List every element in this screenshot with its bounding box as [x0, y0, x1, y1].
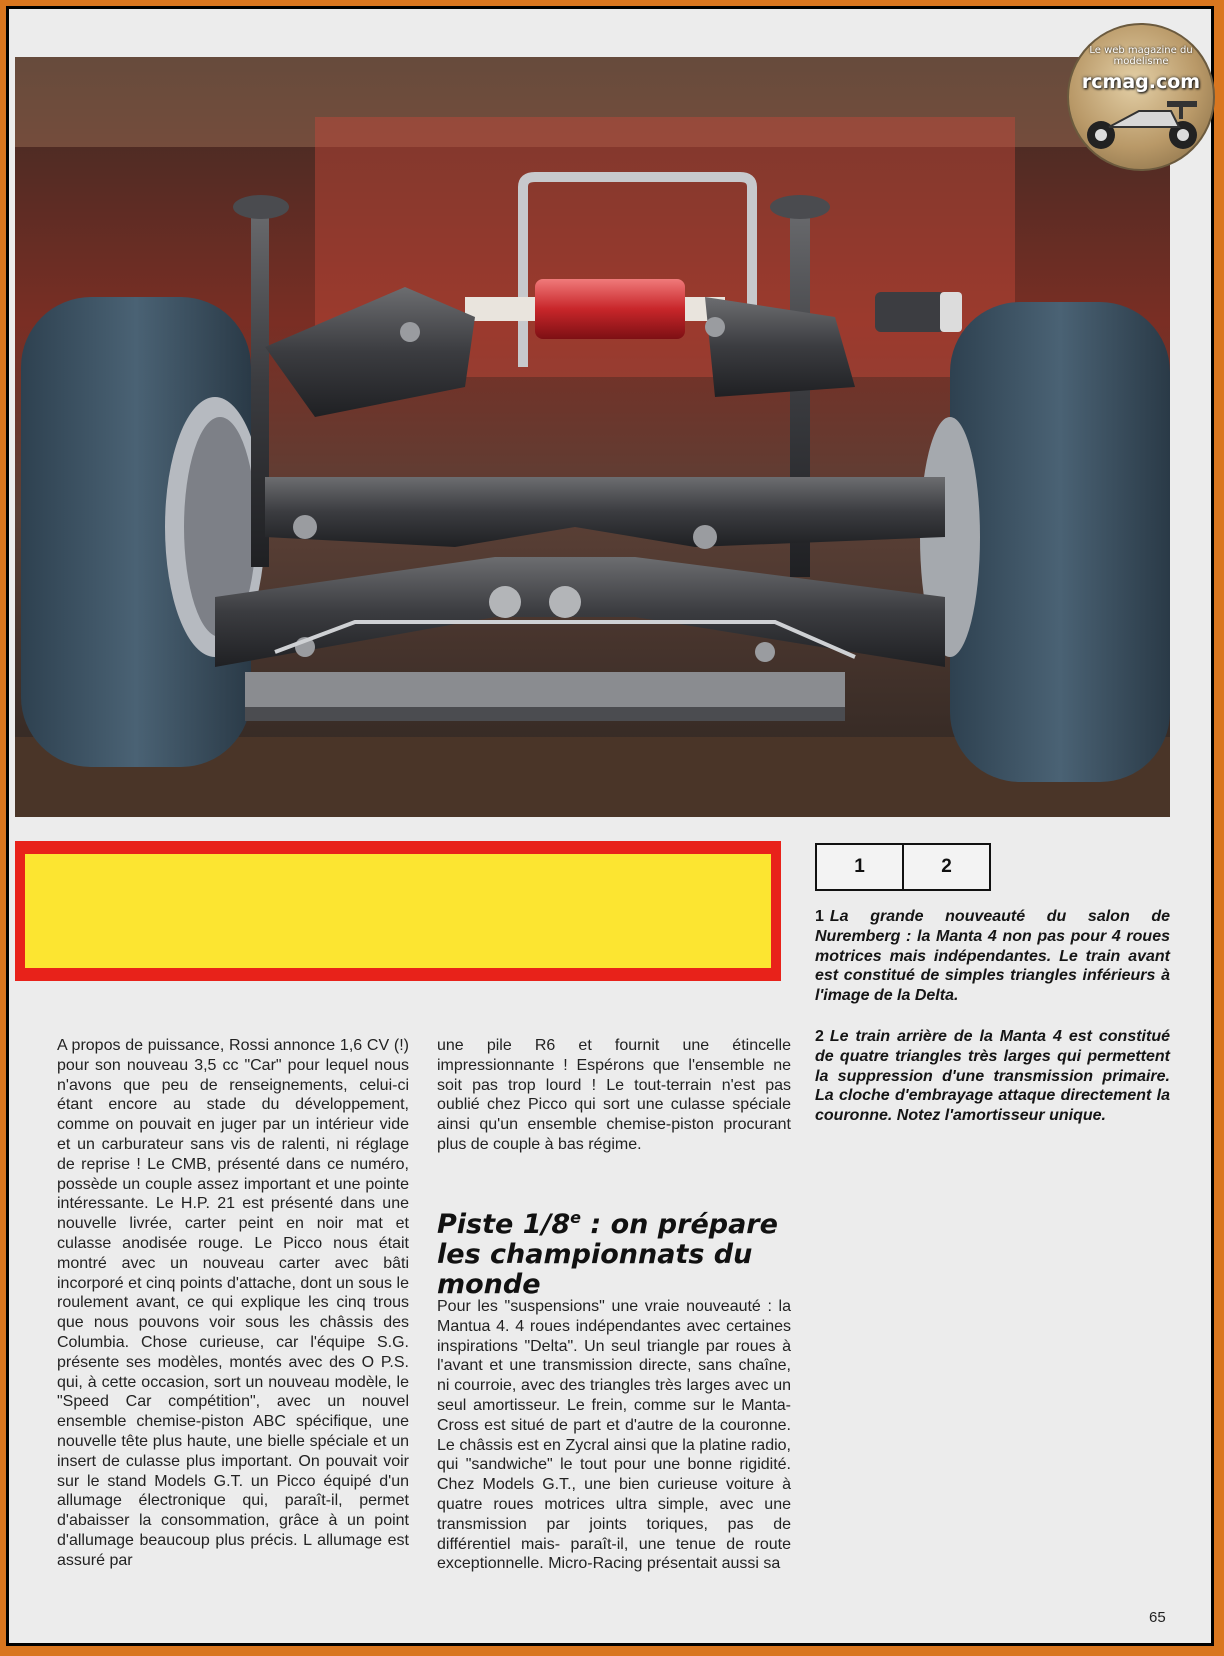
- heading-superscript: e: [570, 1208, 582, 1227]
- section-heading: [437, 1203, 797, 1300]
- buggy-icon: [1079, 97, 1205, 153]
- caption-1: [815, 907, 1170, 1006]
- photo-index-box: [815, 843, 991, 891]
- article-column-1: [57, 1036, 409, 1571]
- article-column-2-bottom: [437, 1297, 791, 1574]
- caption-1-text: La grande nouveauté du salon de Nuremberg : la Manta 4 non pas pour 4 roues motrices mais indépendantes. Le train avant est constitué de simples triangles inférieurs à l'image de la Delta.: [815, 908, 1170, 1005]
- color-banner: [15, 841, 781, 981]
- caption-1-number: 1: [815, 908, 824, 925]
- heading-rest: : on prépare les championnats du monde: [437, 1209, 778, 1300]
- article-column-2-top: [437, 1036, 791, 1155]
- banner-yellow-panel: [25, 854, 771, 968]
- logo-tagline: Le web magazine du modelisme: [1089, 45, 1193, 67]
- chassis-illustration: [15, 57, 1170, 817]
- column-2-top-text: une pile R6 et fournit une étincelle impressionnante ! Espérons que l'ensemble ne soit pas trop lourd ! Le tout-terrain n'est pas oublié chez Picco qui sort une culasse spéciale ainsi qu'un ensemble chemise-piston procurant plus de couple à bas régime.: [437, 1037, 791, 1153]
- rcmag-logo: [1067, 23, 1215, 171]
- heading-prefix: Piste 1/8: [437, 1209, 571, 1240]
- logo-name: rcmag.com: [1081, 71, 1201, 93]
- column-1-text: A propos de puissance, Rossi annonce 1,6 CV (!) pour son nouveau 3,5 cc "Car" pour lequel nous n'avons que peu de renseignements, celui-ci étant encore au stade du développement, comme on pouvait en juger par un intérieur vide et un carburateur sans vis de ralenti, ni réglage de reprise ! Le CMB, présenté dans ce numéro, possède un couple assez important et une pointe intéressante. Le H.P. 21 est présenté dans une nouvelle livrée, carter peint en noir mat et culasse anodisée rouge. Le Picco nous était montré avec un nouveau carter avec bâti incorporé et cinq points d'attache, dont un sous le roulement avant, ce qui explique les cinq trous que nous pouvons voir sous les châssis des Columbia. Chose curieuse, car l'équipe S.G. présente ses modèles, montés avec des O P.S. qui, à cette occasion, sort un nouveau modèle, le "Speed Car compétition", avec un nouvel ensemble chemise-piston ABC spécifique, une nouvelle tête plus haute, une bielle spéciale et un insert de culasse plus important. On pouvait voir sur le stand Models G.T. un Picco équipé d'un allumage électronique qui, paraît-il, permet d'abaisser la consommation, grâce à un point d'allumage beaucoup plus précis. L allumage est assuré par: [57, 1037, 409, 1569]
- caption-2-number: 2: [815, 1028, 824, 1045]
- caption-2: [815, 1027, 1170, 1126]
- column-2-bottom-text: Pour les "suspensions" une vraie nouveauté : la Mantua 4. 4 roues indépendantes avec certaines inspirations "Delta". Un seul triangle par roues à l'avant et une transmission directe, sans chaîne, ni courroie, avec des triangles très larges avec un seul amortisseur. Le frein, comme sur le Manta-Cross est situé de part et d'autre de la couronne. Le châssis est en Zycral ainsi que la platine radio, qui "sandwiche" le tout pour une bonne rigidité. Chez Models G.T., une bien curieuse voiture à quatre roues motrices ultra simple, avec une transmission par joints toriques, pas de différentiel mais- paraît-il, une tenue de route exceptionnelle. Micro-Racing présentait aussi sa: [437, 1298, 791, 1573]
- magazine-page: [9, 9, 1211, 1643]
- page-number: 65: [1149, 1609, 1166, 1626]
- chassis-photo: [15, 57, 1170, 817]
- page-frame: [6, 6, 1214, 1646]
- photo-index-1: 1: [854, 856, 865, 877]
- caption-2-text: Le train arrière de la Manta 4 est constitué de quatre triangles très larges qui permettent la suppression d'une transmission primaire. La cloche d'embrayage attaque directement la couronne. Notez l'amortisseur unique.: [815, 1028, 1170, 1125]
- photo-index-2: 2: [902, 845, 989, 889]
